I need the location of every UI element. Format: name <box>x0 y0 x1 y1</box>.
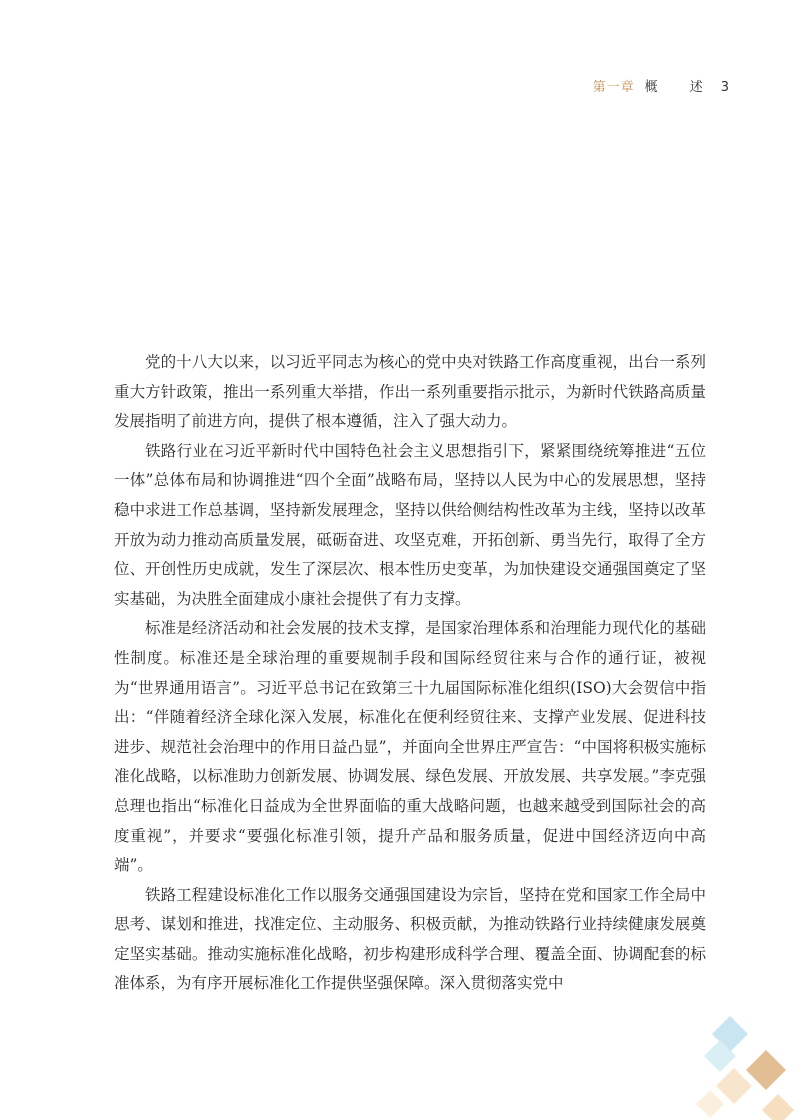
paragraph: 党的十八大以来，以习近平同志为核心的党中央对铁路工作高度重视，出台一系列重大方针政策，推出一系列重大举措，作出一系列重要指示批示，为新时代铁路高质量发展指明了前进方向，提供了根本遵循，注入了强大动力。 <box>114 353 706 431</box>
corner-diamond-decoration <box>690 1010 800 1120</box>
paragraph: 铁路行业在习近平新时代中国特色社会主义思想指引下，紧紧围绕统筹推进“五位一体”总体布局和协调推进“四个全面”战略布局，坚持以人民为中心的发展思想，坚持稳中求进工作总基调，坚持新发展理念，坚持以供给侧结构性改革为主线，坚持以改革开放为动力推动高质量发展，砥砺奋进、攻坚克难，开拓创新、勇当先行，取得了全方位、开创性历史成就，发生了深层次、根本性历史变革，为加快建设交通强国奠定了坚实基础，为决胜全面建成小康社会提供了有力支撑。 <box>114 441 706 608</box>
section-title: 概 述 <box>644 80 717 95</box>
body-text <box>114 348 706 999</box>
paragraph: 标准是经济活动和社会发展的技术支撑，是国家治理体系和治理能力现代化的基础性制度。标准还是全球治理的重要规制手段和国际经贸往来与合作的通行证，被视为“世界通用语言”。习近平总书记在致第三十九届国际标准化组织(ISO)大会贺信中指出：“伴随着经济全球化深入发展，标准化在便利经贸往来、支撑产业发展、促进科技进步、规范社会治理中的作用日益凸显”，并面向全世界庄严宣告：“中国将积极实施标准化战略，以标准助力创新发展、协调发展、绿色发展、开放发展、共享发展。”李克强总理也指出“标准化日益成为全世界面临的重大战略问题，也越来越受到国际社会的高度重视”，并要求“要强化标准引领，提升产品和服务质量，促进中国经济迈向中高端”。 <box>114 619 706 875</box>
page-number: 3 <box>720 80 730 95</box>
chapter-label: 第一章 <box>592 80 635 95</box>
paragraph: 铁路工程建设标准化工作以服务交通强国建设为宗旨，坚持在党和国家工作全局中思考、谋划和推进，找准定位、主动服务、积极贡献，为推动铁路行业持续健康发展奠定坚实基础。推动实施标准化战略，初步构建形成科学合理、覆盖全面、协调配套的标准体系，为有序开展标准化工作提供坚强保障。深入贯彻落实党中 <box>114 885 706 993</box>
running-header <box>593 76 730 95</box>
